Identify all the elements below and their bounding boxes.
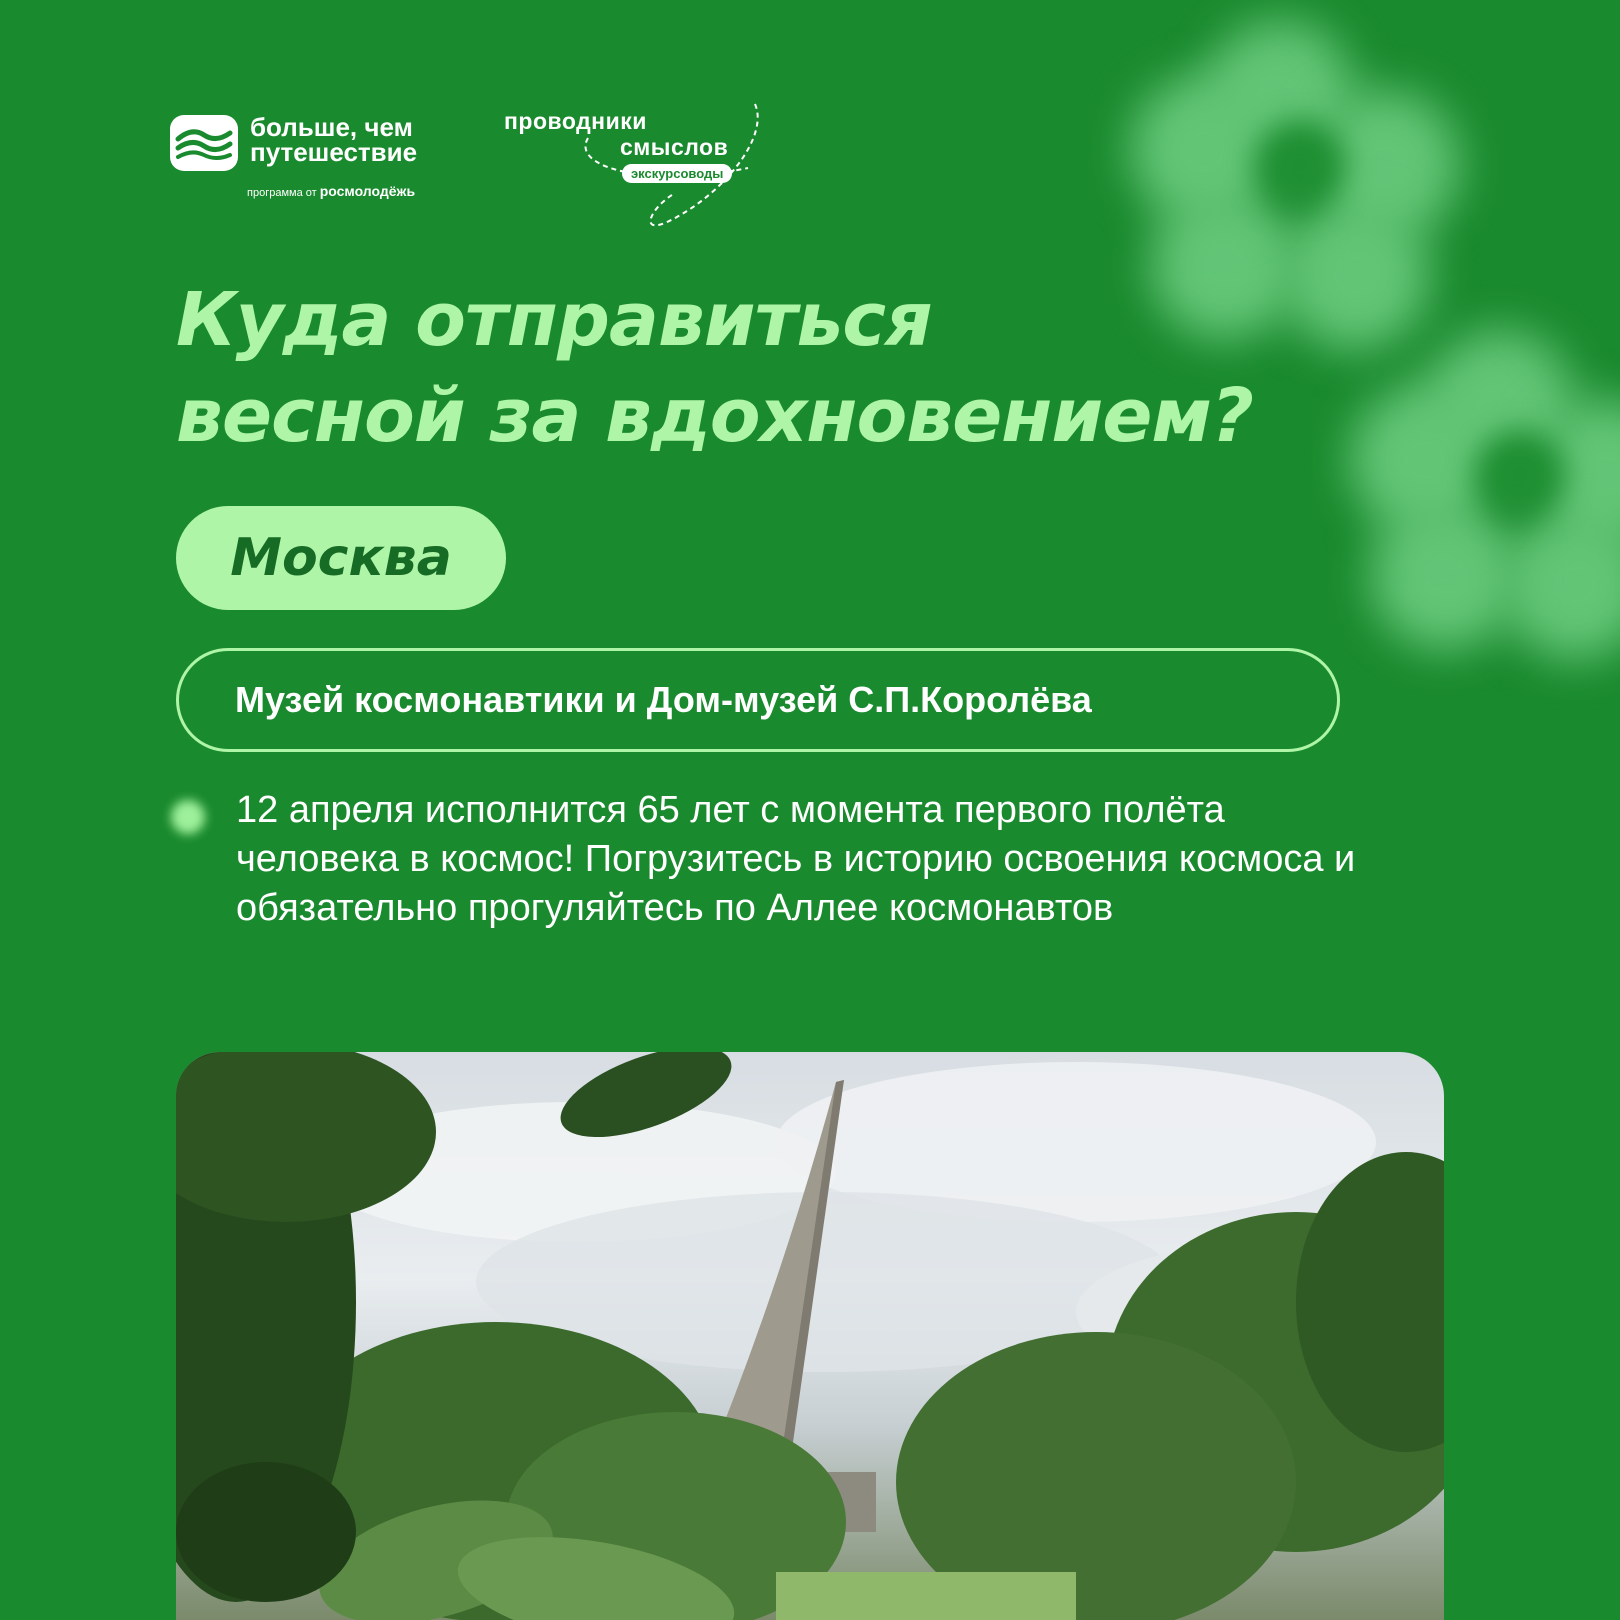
brand-logo-icon bbox=[170, 115, 238, 171]
brand-logo-sub-prefix: программа от bbox=[247, 187, 317, 199]
place-title: Музей космонавтики и Дом-музей С.П.Королёва bbox=[176, 648, 1340, 752]
page-title-line2: весной за вдохновением? bbox=[176, 373, 1253, 459]
brand-logo-line2: путешествие bbox=[250, 137, 418, 167]
brand-logo-text bbox=[250, 112, 418, 167]
page-title-line1: Куда отправиться bbox=[176, 277, 932, 363]
brand-logo-sub-brand: росмолодёжь bbox=[319, 183, 416, 199]
program-logo-line1: проводники bbox=[504, 108, 647, 134]
brand-logo-subtitle bbox=[247, 183, 415, 199]
monument-photo bbox=[176, 1052, 1444, 1620]
bullet-icon bbox=[171, 800, 205, 834]
page-title bbox=[176, 272, 1253, 464]
brand-logo-line1: больше, чем bbox=[250, 112, 413, 142]
city-badge: Москва bbox=[176, 506, 506, 610]
program-logo bbox=[500, 98, 780, 228]
brand-logo bbox=[170, 112, 418, 171]
place-description: 12 апреля исполнится 65 лет с момента первого полёта человека в космос! Погрузитесь в историю освоения космоса и обязательно прогуляйтесь по Аллее космонавтов bbox=[236, 789, 1356, 929]
program-logo-badge: экскурсоводы bbox=[622, 164, 732, 183]
program-logo-line2: смыслов bbox=[620, 134, 729, 160]
